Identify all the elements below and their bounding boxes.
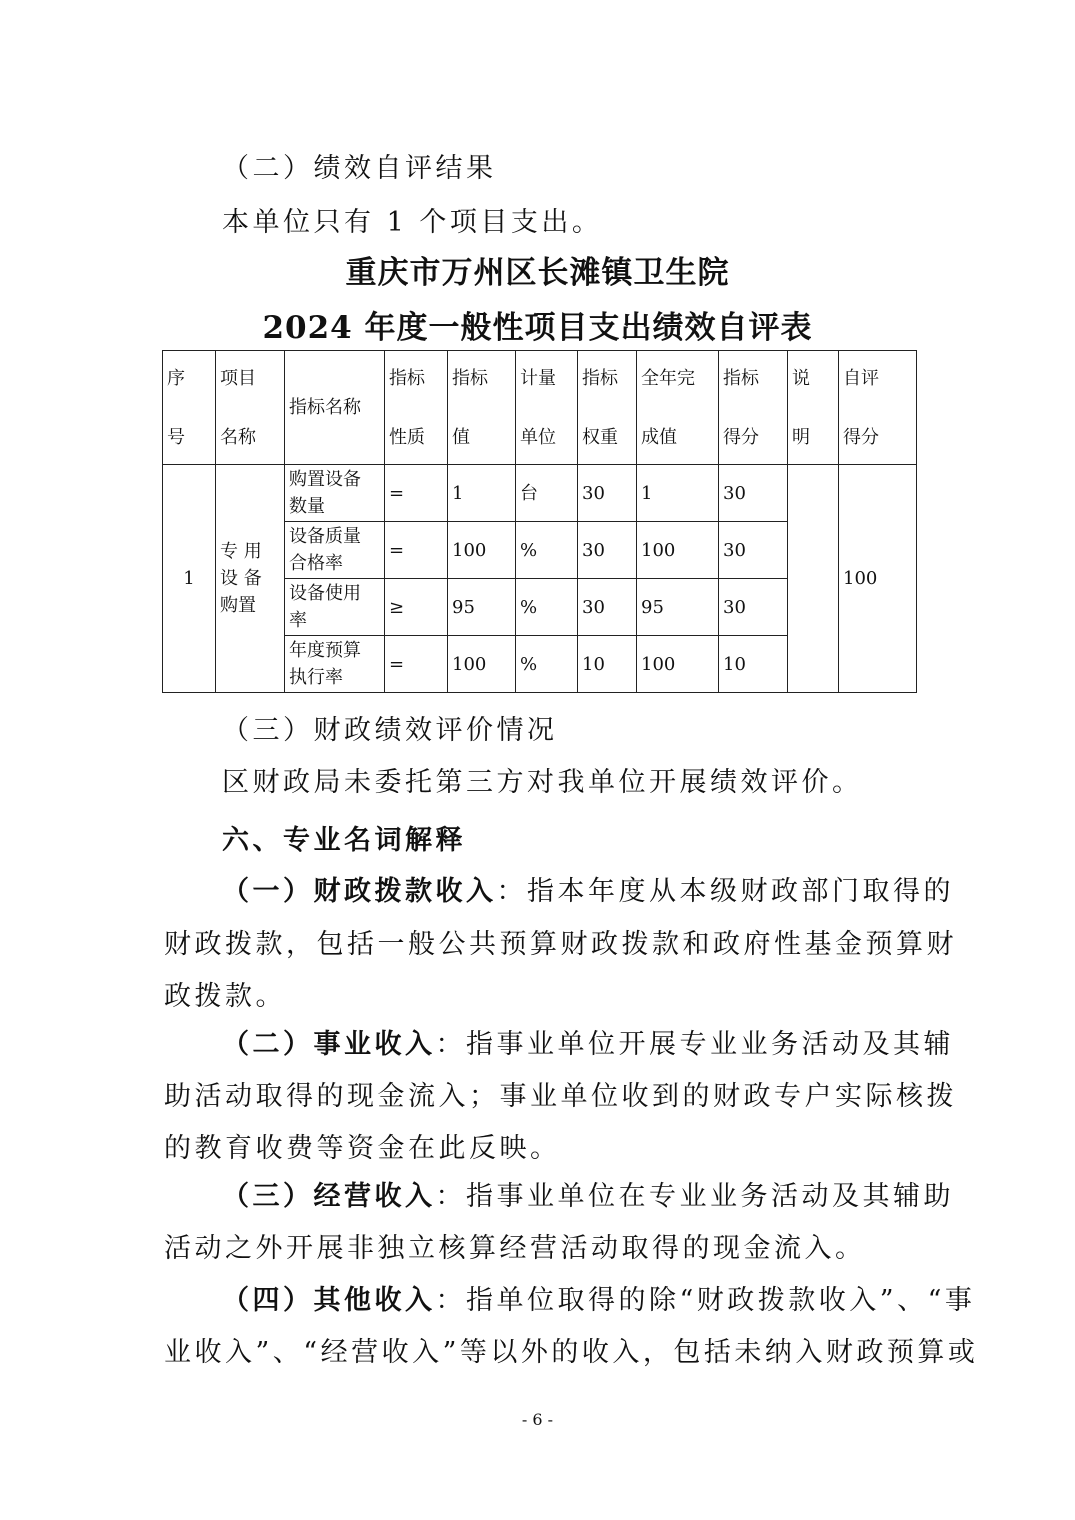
table-row: [163, 465, 917, 522]
definition-3-line-1: （三）经营收入：指事业单位在专业业务活动及其辅助: [222, 1181, 954, 1212]
actual-cell: 1: [637, 465, 719, 522]
header-weight: 指标 权重: [578, 351, 637, 465]
definition-2-line-3: 的教育收费等资金在此反映。: [164, 1133, 561, 1164]
page-number: - 6 -: [521, 1410, 554, 1429]
weight-cell: 10: [578, 636, 637, 693]
definition-2-line-1: （二）事业收入：指事业单位开展专业业务活动及其辅: [222, 1029, 954, 1060]
definition-4-line-2: 业收入”、“经营收入”等以外的收入，包括未纳入财政预算或: [164, 1337, 979, 1368]
indicator-name-cell: 购置设备 数量: [285, 465, 385, 522]
definition-1-line-3: 政拨款。: [164, 981, 286, 1012]
score-cell: 30: [719, 522, 788, 579]
project-name-cell: 专 用 设 备 购置: [216, 465, 285, 693]
value-cell: 95: [448, 579, 516, 636]
header-explanation: 说 明: [788, 351, 839, 465]
header-project-name: 项目 名称: [216, 351, 285, 465]
section-2-title: （二）绩效自评结果: [222, 153, 497, 184]
header-indicator-value: 指标 值: [448, 351, 516, 465]
total-score-cell: 100: [839, 465, 917, 693]
nature-cell: =: [385, 636, 448, 693]
indicator-name-cell: 年度预算 执行率: [285, 636, 385, 693]
actual-cell: 95: [637, 579, 719, 636]
section-2-text: 本单位只有 1 个项目支出。: [222, 207, 603, 238]
value-cell: 100: [448, 522, 516, 579]
header-self-score: 自评 得分: [839, 351, 917, 465]
table-title-org: 重庆市万州区长滩镇卫生院: [345, 255, 730, 291]
score-cell: 30: [719, 579, 788, 636]
serial-cell: 1: [163, 465, 216, 693]
definition-1-line-1: （一）财政拨款收入：指本年度从本级财政部门取得的: [222, 876, 954, 907]
header-serial: 序 号: [163, 351, 216, 465]
section-3-text: 区财政局未委托第三方对我单位开展绩效评价。: [222, 767, 863, 798]
unit-cell: %: [516, 522, 578, 579]
definition-2-line-2: 助活动取得的现金流入；事业单位收到的财政专户实际核拨: [164, 1081, 957, 1112]
performance-table: [162, 350, 917, 693]
unit-cell: %: [516, 636, 578, 693]
weight-cell: 30: [578, 465, 637, 522]
header-indicator-score: 指标 得分: [719, 351, 788, 465]
nature-cell: =: [385, 522, 448, 579]
unit-cell: %: [516, 579, 578, 636]
header-indicator-name: 指标名称: [285, 351, 385, 465]
header-indicator-nature: 指标 性质: [385, 351, 448, 465]
nature-cell: ≥: [385, 579, 448, 636]
table-title-name: 2024 年度一般性项目支出绩效自评表: [262, 310, 813, 346]
section-6-title: 六、专业名词解释: [222, 825, 466, 856]
unit-cell: 台: [516, 465, 578, 522]
score-cell: 10: [719, 636, 788, 693]
section-3-title: （三）财政绩效评价情况: [222, 715, 558, 746]
indicator-name-cell: 设备使用 率: [285, 579, 385, 636]
definition-4-line-1: （四）其他收入：指单位取得的除“财政拨款收入”、“事: [222, 1285, 976, 1316]
table-header-row: [163, 351, 917, 465]
actual-cell: 100: [637, 522, 719, 579]
weight-cell: 30: [578, 579, 637, 636]
nature-cell: =: [385, 465, 448, 522]
definition-1-line-2: 财政拨款，包括一般公共预算财政拨款和政府性基金预算财: [164, 929, 957, 960]
value-cell: 100: [448, 636, 516, 693]
definition-3-line-2: 活动之外开展非独立核算经营活动取得的现金流入。: [164, 1233, 866, 1264]
explanation-cell: [788, 465, 839, 693]
indicator-name-cell: 设备质量 合格率: [285, 522, 385, 579]
actual-cell: 100: [637, 636, 719, 693]
score-cell: 30: [719, 465, 788, 522]
weight-cell: 30: [578, 522, 637, 579]
header-unit: 计量 单位: [516, 351, 578, 465]
header-actual-value: 全年完 成值: [637, 351, 719, 465]
value-cell: 1: [448, 465, 516, 522]
